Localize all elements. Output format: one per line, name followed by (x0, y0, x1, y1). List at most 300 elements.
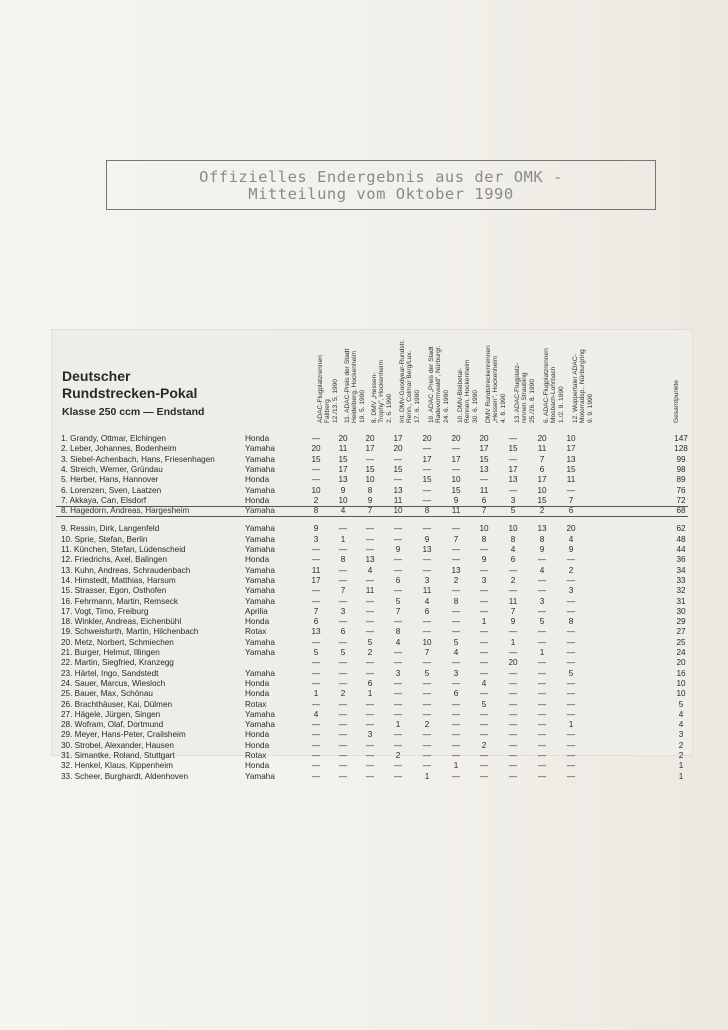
race-points: — (365, 617, 375, 627)
race-points: — (422, 617, 432, 627)
race-points: — (537, 771, 547, 781)
race-points: — (508, 709, 518, 719)
race-points: 20 (338, 434, 348, 443)
motorcycle-make: Rotax (245, 751, 267, 760)
race-points: — (479, 627, 489, 637)
column-header-line: 12. Wuppertaler ADAC- (572, 354, 579, 423)
race-points: — (537, 668, 547, 678)
race-points: — (393, 475, 403, 485)
race-points: — (537, 678, 547, 688)
race-points: — (422, 444, 432, 454)
race-points: — (422, 740, 432, 750)
table-row (52, 434, 692, 444)
race-points: — (479, 761, 489, 771)
table-row (52, 627, 692, 637)
race-points: 9 (568, 545, 574, 554)
race-points: — (451, 464, 461, 474)
race-points: — (365, 709, 375, 719)
race-points: — (451, 586, 461, 596)
race-points: 17 (537, 475, 547, 485)
race-points: — (566, 751, 576, 760)
race-points: 13 (537, 524, 547, 534)
race-points: 2 (481, 740, 487, 750)
table-row (52, 658, 692, 668)
race-points: 11 (479, 485, 489, 495)
race-points: — (311, 678, 321, 688)
total-points: 33 (676, 575, 686, 585)
race-points: — (365, 575, 375, 585)
title-line-2: Rundstrecken-Pokal (62, 385, 198, 401)
race-points: 4 (313, 709, 319, 719)
race-points: — (451, 771, 461, 781)
race-points: — (479, 689, 489, 699)
race-points: 8 (481, 534, 487, 544)
race-points: — (338, 678, 348, 688)
race-points: — (537, 730, 547, 740)
table-row (52, 607, 692, 617)
race-points: 17 (365, 444, 375, 454)
race-points: 17 (311, 575, 321, 585)
race-points: 10 (393, 506, 403, 516)
race-points: — (566, 761, 576, 771)
race-points: — (451, 699, 461, 709)
race-points: — (479, 720, 489, 730)
race-points: 1 (340, 534, 346, 544)
column-header-line: 2. 6. 1990 (385, 393, 393, 423)
race-points: — (365, 761, 375, 771)
motorcycle-make: Honda (245, 617, 270, 627)
rider-name: 11. Künchen, Stefan, Lüdenscheid (61, 545, 186, 554)
race-points: 4 (481, 678, 487, 688)
total-points: 34 (676, 565, 686, 575)
race-points: — (393, 740, 403, 750)
race-points: 15 (365, 464, 375, 474)
race-points: — (479, 658, 489, 668)
race-points: 11 (566, 475, 576, 485)
rider-name: 29. Meyer, Hans-Peter, Crailsheim (61, 730, 186, 740)
table-row (52, 465, 692, 475)
race-points: — (479, 730, 489, 740)
race-points: 8 (510, 534, 516, 544)
race-points: 2 (424, 720, 430, 730)
race-points: 11 (338, 444, 348, 454)
table-row (52, 772, 692, 782)
motorcycle-make: Yamaha (245, 668, 275, 678)
race-points: 15 (338, 454, 348, 464)
race-points: 8 (539, 534, 545, 544)
total-points: 72 (676, 495, 686, 505)
table-row (52, 586, 692, 596)
race-points: — (365, 454, 375, 464)
race-points: 3 (424, 575, 430, 585)
race-points: — (393, 617, 403, 627)
race-points: 3 (510, 495, 516, 505)
race-points: — (365, 699, 375, 709)
race-points: — (393, 689, 403, 699)
race-points: — (311, 637, 321, 647)
race-points: — (311, 771, 321, 781)
column-header-line: Rennen, Hockenheim (464, 359, 472, 423)
race-points: 2 (453, 575, 459, 585)
race-points: — (311, 730, 321, 740)
rider-name: 1. Grandy, Ottmar, Elchingen (61, 434, 166, 443)
total-points: 20 (676, 658, 686, 668)
rider-name: 28. Wofram, Olaf, Dortmund (61, 720, 164, 730)
race-points: 13 (479, 464, 489, 474)
race-points: — (451, 720, 461, 730)
race-points: — (508, 730, 518, 740)
rider-name: 32. Henkel, Klaus, Kippenheim (61, 761, 173, 771)
total-points: 76 (676, 485, 686, 495)
total-points: 36 (676, 555, 686, 565)
race-points: — (537, 586, 547, 596)
race-points: — (508, 771, 518, 781)
race-points: — (338, 565, 348, 575)
race-points: — (451, 545, 461, 554)
race-points: — (338, 740, 348, 750)
total-points: 147 (674, 434, 688, 443)
table-row (52, 741, 692, 751)
race-points: — (365, 668, 375, 678)
race-points: — (566, 606, 576, 616)
race-points: 9 (395, 545, 401, 554)
race-points: 13 (338, 475, 348, 485)
rider-name: 26. Brachthäuser, Kai, Dülmen (61, 699, 173, 709)
race-points: 13 (508, 475, 518, 485)
rider-name: 9. Ressin, Dirk, Langenfeld (61, 524, 160, 534)
total-points: 48 (676, 534, 686, 544)
column-header-line: 6. ADAC-Flugplatzrennen (543, 348, 550, 423)
race-points: 10 (365, 475, 375, 485)
motorcycle-make: Yamaha (245, 444, 275, 454)
race-points: — (311, 555, 321, 565)
column-header-line: 12./13. 5. 1990 (331, 379, 339, 423)
table-row (52, 555, 692, 565)
rider-name: 18. Winkler, Andreas, Eichenbühl (61, 617, 182, 627)
rule-below-row-8 (56, 516, 688, 517)
race-points: 15 (508, 444, 518, 454)
race-points: 6 (367, 678, 373, 688)
race-points: 11 (365, 586, 375, 596)
race-points: — (451, 606, 461, 616)
table-row (52, 496, 692, 506)
race-points: 11 (451, 506, 461, 516)
race-points: 2 (367, 648, 373, 657)
total-points: 62 (676, 524, 686, 534)
race-points: 10 (338, 495, 348, 505)
rider-name: 22. Martin, Siegfried, Kranzegg (61, 658, 174, 668)
race-points: — (566, 709, 576, 719)
race-points: — (338, 575, 348, 585)
race-points: 1 (539, 648, 545, 657)
race-points: — (451, 617, 461, 627)
motorcycle-make: Honda (245, 678, 270, 688)
race-points: — (422, 464, 432, 474)
race-points: 8 (453, 596, 459, 606)
race-points: — (365, 771, 375, 781)
column-header-6 (457, 360, 479, 423)
total-points: 10 (676, 678, 686, 688)
race-points: 2 (568, 565, 574, 575)
race-points: 5 (568, 668, 574, 678)
race-points: 5 (453, 637, 459, 647)
motorcycle-make: Honda (245, 555, 270, 565)
race-points: 20 (422, 434, 432, 443)
rider-name: 27. Hägele, Jürgen, Singen (61, 709, 161, 719)
race-points: — (338, 617, 348, 627)
race-points: 1 (510, 637, 516, 647)
race-points: — (338, 596, 348, 606)
race-points: — (365, 751, 375, 760)
race-points: 9 (313, 524, 319, 534)
race-points: — (537, 606, 547, 616)
total-points: 4 (678, 720, 684, 730)
race-points: — (311, 761, 321, 771)
race-points: — (508, 720, 518, 730)
total-points: 32 (676, 586, 686, 596)
rider-name: 20. Metz, Norbert, Schmiechen (61, 637, 174, 647)
race-points: — (393, 658, 403, 668)
race-points: 5 (367, 637, 373, 647)
race-points: 13 (311, 627, 321, 637)
total-points: 98 (676, 464, 686, 474)
table-row (52, 506, 692, 516)
rider-name: 31. Simantke, Roland, Stuttgart (61, 751, 175, 760)
table-row (52, 761, 692, 771)
race-points: — (338, 761, 348, 771)
motorcycle-make: Yamaha (245, 575, 275, 585)
motorcycle-make: Yamaha (245, 454, 275, 464)
race-points: 7 (395, 606, 401, 616)
title-line-1: Deutscher (62, 368, 131, 384)
race-points: — (566, 627, 576, 637)
rider-name: 33. Scheer, Burghardt, Aldenhoven (61, 771, 188, 781)
race-points: — (451, 709, 461, 719)
total-points: 30 (676, 606, 686, 616)
race-points: — (365, 534, 375, 544)
race-points: — (537, 555, 547, 565)
race-points: 4 (340, 506, 346, 516)
race-points: 9 (510, 617, 516, 627)
race-points: — (451, 524, 461, 534)
race-points: — (537, 720, 547, 730)
race-points: 15 (393, 464, 403, 474)
column-header-line: Int. DMV-Goodyear-Rundstr. (399, 339, 406, 423)
race-points: 10 (451, 475, 461, 485)
race-points: — (508, 454, 518, 464)
race-points: 17 (338, 464, 348, 474)
column-header-line: 13. ADAC-Flugplatz- (514, 362, 521, 423)
race-points: — (311, 475, 321, 485)
race-points: — (479, 637, 489, 647)
table-row (52, 730, 692, 740)
race-points: — (393, 555, 403, 565)
table-row (52, 638, 692, 648)
race-points: — (537, 761, 547, 771)
motorcycle-make: Rotax (245, 627, 267, 637)
race-points: — (566, 485, 576, 495)
total-points: 5 (678, 699, 684, 709)
race-points: 10 (566, 434, 576, 443)
rider-name: 30. Strobel, Alexander, Hausen (61, 740, 174, 750)
race-points: — (338, 730, 348, 740)
column-header-line: ADAC-Flugplatzrennen (317, 355, 324, 423)
race-points: — (508, 689, 518, 699)
race-points: 10 (508, 524, 518, 534)
race-points: 5 (481, 699, 487, 709)
motorcycle-make: Honda (245, 761, 270, 771)
race-points: 7 (367, 506, 373, 516)
race-points: — (311, 668, 321, 678)
race-points: 6 (340, 627, 346, 637)
column-header-line: 4. 8. 1990 (499, 393, 507, 423)
race-points: 6 (424, 606, 430, 616)
race-points: 15 (479, 454, 489, 464)
race-points: 8 (568, 617, 574, 627)
race-points: — (422, 678, 432, 688)
race-points: 1 (395, 720, 401, 730)
race-points: — (422, 555, 432, 565)
race-points: — (311, 434, 321, 443)
total-points: 1 (678, 771, 684, 781)
race-points: — (479, 771, 489, 781)
race-points: 6 (568, 506, 574, 516)
race-points: 3 (453, 668, 459, 678)
rider-name: 5. Herber, Hans, Hannover (61, 475, 159, 485)
table-row (52, 679, 692, 689)
race-points: — (566, 648, 576, 657)
race-points: 20 (393, 444, 403, 454)
race-points: 13 (566, 454, 576, 464)
race-points: 5 (510, 506, 516, 516)
motorcycle-make: Honda (245, 689, 270, 699)
header-line-1: Offizielles Endergebnis aus der OMK - (199, 168, 563, 186)
total-points: 3 (678, 730, 684, 740)
race-points: — (537, 699, 547, 709)
rider-name: 8. Hagedorn, Andreas, Hargesheim (61, 506, 190, 516)
column-header-line: 17. 6. 1990 (413, 390, 421, 423)
race-points: — (508, 678, 518, 688)
race-points: 7 (510, 606, 516, 616)
race-points: 2 (510, 575, 516, 585)
table-row (52, 566, 692, 576)
race-points: — (422, 730, 432, 740)
race-points: — (422, 565, 432, 575)
race-points: 7 (539, 454, 545, 464)
table-row (52, 648, 692, 658)
race-points: 20 (451, 434, 461, 443)
race-points: 6 (395, 575, 401, 585)
race-points: — (508, 761, 518, 771)
race-points: — (338, 709, 348, 719)
race-points: — (537, 575, 547, 585)
race-points: 10 (537, 485, 547, 495)
total-points: 24 (676, 648, 686, 657)
race-points: 1 (453, 761, 459, 771)
race-points: 7 (424, 648, 430, 657)
table-row (52, 455, 692, 465)
motorcycle-make: Yamaha (245, 485, 275, 495)
total-points: 27 (676, 627, 686, 637)
motorcycle-make: Honda (245, 475, 270, 485)
column-header-2 (344, 349, 366, 423)
table-row (52, 751, 692, 761)
race-points: — (393, 678, 403, 688)
motorcycle-make: Yamaha (245, 524, 275, 534)
column-header-10 (572, 349, 594, 423)
race-points: — (566, 575, 576, 585)
total-points: 44 (676, 545, 686, 554)
race-points: 1 (313, 689, 319, 699)
column-header-7 (485, 345, 507, 423)
column-header-line: 19. 5. 1990 (358, 390, 366, 423)
race-points: — (451, 740, 461, 750)
motorcycle-make: Honda (245, 495, 270, 505)
race-points: — (566, 678, 576, 688)
table-row (52, 597, 692, 607)
motorcycle-make: Honda (245, 730, 270, 740)
column-header-line: 10. ADAC „Preis der Stadt (428, 346, 435, 423)
race-points: 17 (479, 444, 489, 454)
race-points: 4 (510, 545, 516, 554)
race-points: — (422, 751, 432, 760)
race-points: — (365, 627, 375, 637)
column-header-11 (673, 380, 680, 423)
race-points: 1 (424, 771, 430, 781)
motorcycle-make: Yamaha (245, 464, 275, 474)
total-points: 2 (678, 751, 684, 760)
column-header-line: Radevormwald", Nürburgr. (435, 345, 443, 423)
race-points: — (422, 485, 432, 495)
race-points: — (479, 565, 489, 575)
race-points: — (393, 730, 403, 740)
race-points: — (311, 740, 321, 750)
race-points: — (365, 524, 375, 534)
table-row (52, 710, 692, 720)
column-header-3 (371, 360, 393, 423)
total-points: 4 (678, 709, 684, 719)
race-points: — (566, 555, 576, 565)
race-points: 4 (453, 648, 459, 657)
table-row (52, 475, 692, 485)
race-points: 4 (367, 565, 373, 575)
race-points: 13 (422, 545, 432, 554)
race-points: — (479, 709, 489, 719)
column-header-line: 24. 6. 1990 (442, 390, 450, 423)
rider-name: 10. Sprie, Stefan, Berlin (61, 534, 148, 544)
race-points: — (393, 699, 403, 709)
column-header-line: 10. DMV-Bleibetal- (457, 368, 464, 423)
motorcycle-make: Rotax (245, 699, 267, 709)
motorcycle-make: Yamaha (245, 545, 275, 554)
race-points: — (451, 444, 461, 454)
table-row (52, 689, 692, 699)
race-points: — (566, 771, 576, 781)
race-points: 20 (508, 658, 518, 668)
race-points: — (451, 678, 461, 688)
race-points: 9 (481, 555, 487, 565)
race-points: — (338, 524, 348, 534)
motorcycle-make: Honda (245, 434, 270, 443)
race-points: 6 (313, 617, 319, 627)
race-points: — (537, 751, 547, 760)
rider-name: 14. Himstedt, Matthias, Harsum (61, 575, 176, 585)
race-points: 15 (537, 495, 547, 505)
total-points: 128 (674, 444, 688, 454)
race-points: 5 (340, 648, 346, 657)
table-row (52, 545, 692, 555)
race-points: — (479, 751, 489, 760)
